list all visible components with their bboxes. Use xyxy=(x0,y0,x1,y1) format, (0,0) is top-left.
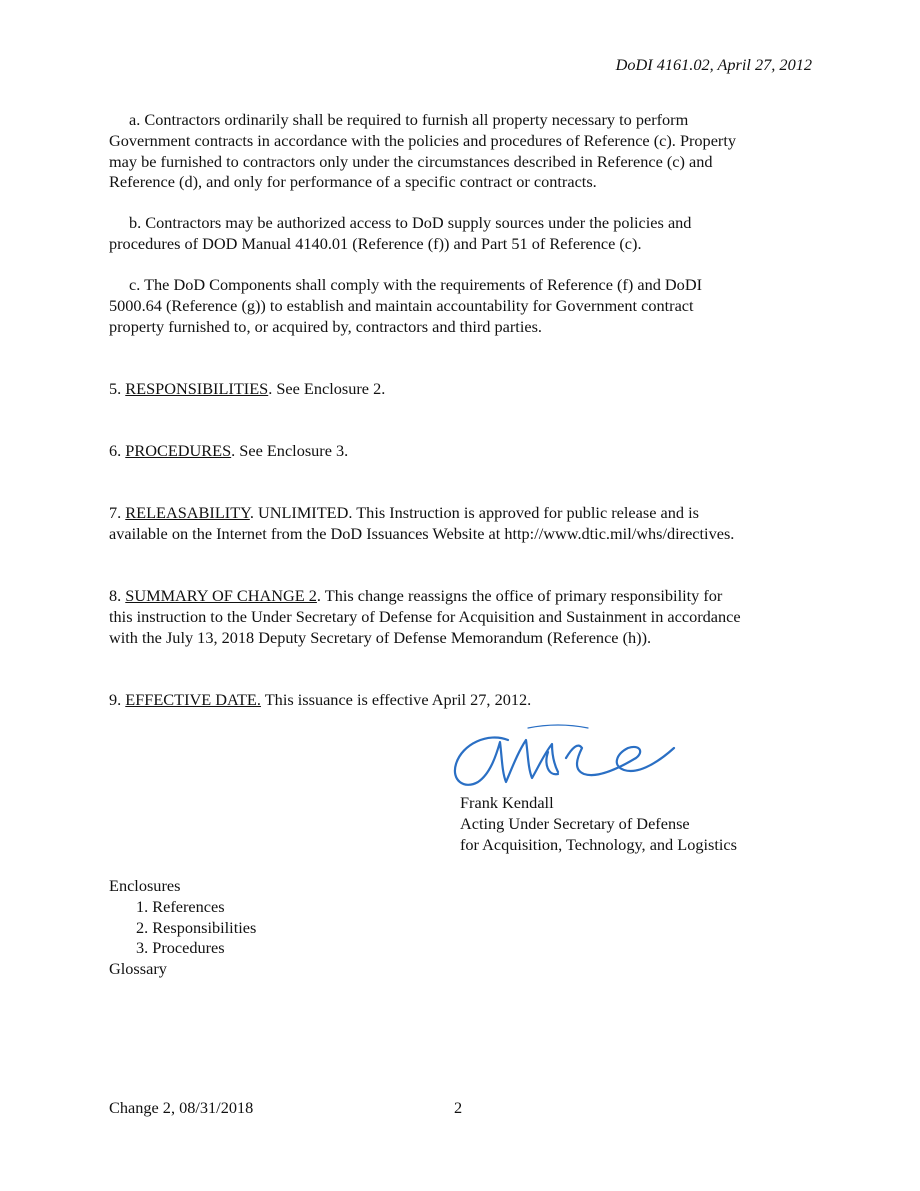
section-7-releasability xyxy=(109,503,815,545)
section-5-responsibilities xyxy=(109,379,815,400)
section-8-heading: SUMMARY OF CHANGE 2 xyxy=(125,586,317,605)
document-reference-header: DoDI 4161.02, April 27, 2012 xyxy=(615,55,812,74)
section-7-text: . UNLIMITED. This Instruction is approved for public release and is xyxy=(249,503,699,522)
section-9-heading: EFFECTIVE DATE. xyxy=(125,690,261,709)
paragraph-c xyxy=(109,275,815,337)
section-7-number: 7. xyxy=(109,503,126,522)
section-6-text: . See Enclosure 3. xyxy=(231,441,349,460)
paragraph-a-line-2: Government contracts in accordance with the policies and procedures of Reference (c). Property xyxy=(109,130,737,150)
enclosures-heading: Enclosures xyxy=(109,876,181,895)
signatory-title-line-2: for Acquisition, Technology, and Logistics xyxy=(460,834,737,854)
signatory-name: Frank Kendall xyxy=(460,793,554,812)
section-7-heading: RELEASABILITY xyxy=(125,503,250,522)
section-6-heading: PROCEDURES xyxy=(125,441,232,460)
section-9-number: 9. xyxy=(109,690,126,709)
handwritten-signature xyxy=(448,718,684,798)
paragraph-b xyxy=(109,213,815,255)
section-8-line-2: this instruction to the Under Secretary of Defense for Acquisition and Sustainment in accordance xyxy=(109,606,741,626)
paragraph-a-line-4: Reference (d), and only for performance of a specific contract or contracts. xyxy=(109,172,597,192)
section-8-line-3: with the July 13, 2018 Deputy Secretary of Defense Memorandum (Reference (h)). xyxy=(109,627,652,647)
signature-block xyxy=(460,793,737,855)
section-8-summary-of-change xyxy=(109,586,815,648)
section-7-line-2: available on the Internet from the DoD Issuances Website at http://www.dtic.mil/whs/directives. xyxy=(109,523,735,543)
footer-page-number: 2 xyxy=(454,1098,463,1117)
footer-change-label: Change 2, 08/31/2018 xyxy=(109,1098,254,1117)
paragraph-a-line-1: a. Contractors ordinarily shall be required to furnish all property necessary to perform xyxy=(129,110,689,129)
section-9-effective-date xyxy=(109,690,815,711)
enclosures-list xyxy=(109,876,256,980)
paragraph-a xyxy=(109,110,815,193)
signatory-title-line-1: Acting Under Secretary of Defense xyxy=(460,813,690,833)
section-5-text: . See Enclosure 2. xyxy=(268,379,386,398)
section-5-heading: RESPONSIBILITIES xyxy=(125,379,269,398)
paragraph-c-line-3: property furnished to, or acquired by, contractors and third parties. xyxy=(109,316,542,336)
paragraph-b-line-1: b. Contractors may be authorized access to DoD supply sources under the policies and xyxy=(129,213,692,232)
section-5-number: 5. xyxy=(109,379,126,398)
glossary-label: Glossary xyxy=(109,959,167,979)
enclosure-item: 3. Procedures xyxy=(136,938,225,958)
section-9-text: This issuance is effective April 27, 2012. xyxy=(260,690,532,709)
paragraph-b-line-2: procedures of DOD Manual 4140.01 (Reference (f)) and Part 51 of Reference (c). xyxy=(109,233,642,253)
paragraph-a-line-3: may be furnished to contractors only under the circumstances described in Reference (c) and xyxy=(109,151,713,171)
enclosure-item: 1. References xyxy=(136,896,225,916)
enclosure-item: 2. Responsibilities xyxy=(136,917,257,937)
paragraph-c-line-1: c. The DoD Components shall comply with the requirements of Reference (f) and DoDI xyxy=(129,275,702,294)
section-6-number: 6. xyxy=(109,441,126,460)
section-8-text: . This change reassigns the office of primary responsibility for xyxy=(316,586,723,605)
paragraph-c-line-2: 5000.64 (Reference (g)) to establish and maintain accountability for Government contract xyxy=(109,295,694,315)
section-6-procedures xyxy=(109,441,815,462)
section-8-number: 8. xyxy=(109,586,126,605)
